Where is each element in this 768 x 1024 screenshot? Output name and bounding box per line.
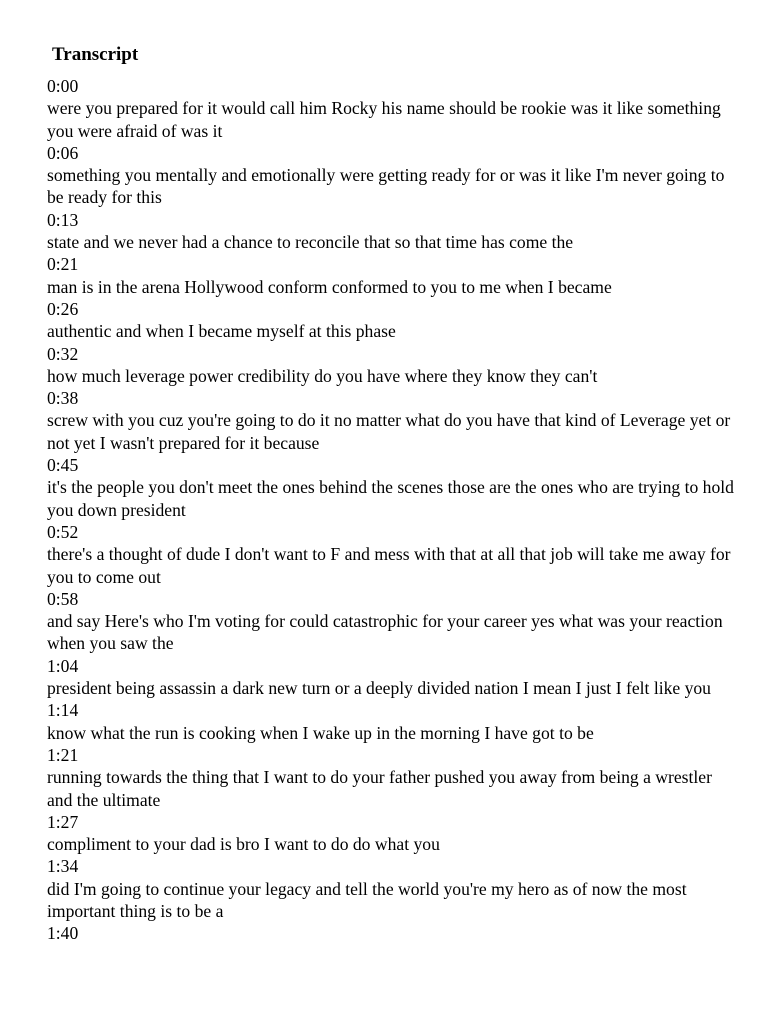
transcript-text: know what the run is cooking when I wake up in the morning I have got to be [47, 722, 594, 743]
transcript-entry [47, 588, 737, 655]
timestamp: 0:21 [47, 254, 79, 275]
transcript-entry [47, 855, 737, 922]
transcript-body [47, 75, 737, 945]
transcript-text: something you mentally and emotionally were getting ready for or was it like I'm never going to be ready for this [47, 165, 725, 208]
transcript-text: and say Here's who I'm voting for could catastrophic for your career yes what was your reaction when you saw the [47, 611, 723, 654]
transcript-text: how much leverage power credibility do you have where they know they can't [47, 365, 598, 386]
transcript-entry [47, 253, 737, 298]
timestamp: 0:26 [47, 298, 79, 319]
timestamp: 0:00 [47, 76, 79, 96]
transcript-entry [47, 387, 737, 454]
transcript-text: man is in the arena Hollywood conform conformed to you to me when I became [47, 276, 612, 297]
timestamp: 0:45 [47, 455, 79, 476]
page-title: Transcript [52, 44, 139, 65]
timestamp: 1:04 [47, 655, 79, 676]
transcript-entry [47, 75, 737, 142]
transcript-text: authentic and when I became myself at this phase [47, 321, 396, 342]
transcript-text: compliment to your dad is bro I want to do do what you [47, 834, 440, 855]
transcript-text: did I'm going to continue your legacy and tell the world you're my hero as of now the most important thing is to be a [47, 878, 687, 921]
transcript-text: president being assassin a dark new turn or a deeply divided nation I mean I just I felt like you [47, 678, 711, 699]
timestamp: 1:14 [47, 700, 79, 721]
timestamp: 0:58 [47, 588, 79, 609]
transcript-entry [47, 744, 737, 811]
transcript-text: state and we never had a chance to reconcile that so that time has come the [47, 232, 574, 253]
transcript-entry [47, 699, 737, 744]
transcript-text: running towards the thing that I want to do your father pushed you away from being a wrestler and the ultimate [47, 767, 712, 810]
transcript-entry [47, 521, 737, 588]
transcript-text: screw with you cuz you're going to do it no matter what do you have that kind of Leverage yet or not yet I wasn't prepared for it because [47, 410, 731, 453]
timestamp: 0:38 [47, 388, 79, 409]
transcript-entry [47, 142, 737, 209]
timestamp: 0:32 [47, 343, 79, 364]
transcript-entry [47, 209, 737, 254]
timestamp: 1:40 [47, 923, 79, 944]
transcript-entry [47, 454, 737, 521]
timestamp: 0:06 [47, 142, 79, 163]
transcript-entry [47, 811, 737, 856]
timestamp: 1:34 [47, 856, 79, 877]
transcript-text: there's a thought of dude I don't want to F and mess with that at all that job will take me away for you to come out [47, 544, 731, 587]
transcript-text: were you prepared for it would call him Rocky his name should be rookie was it like something you were afraid of was it [47, 98, 721, 141]
timestamp: 0:13 [47, 209, 79, 230]
transcript-entry [47, 655, 737, 700]
timestamp: 1:27 [47, 811, 79, 832]
timestamp: 0:52 [47, 521, 79, 542]
transcript-text: it's the people you don't meet the ones behind the scenes those are the ones who are trying to hold you down president [47, 477, 734, 520]
transcript-entry [47, 922, 737, 944]
timestamp: 1:21 [47, 744, 79, 765]
transcript-entry [47, 298, 737, 343]
transcript-entry [47, 343, 737, 388]
